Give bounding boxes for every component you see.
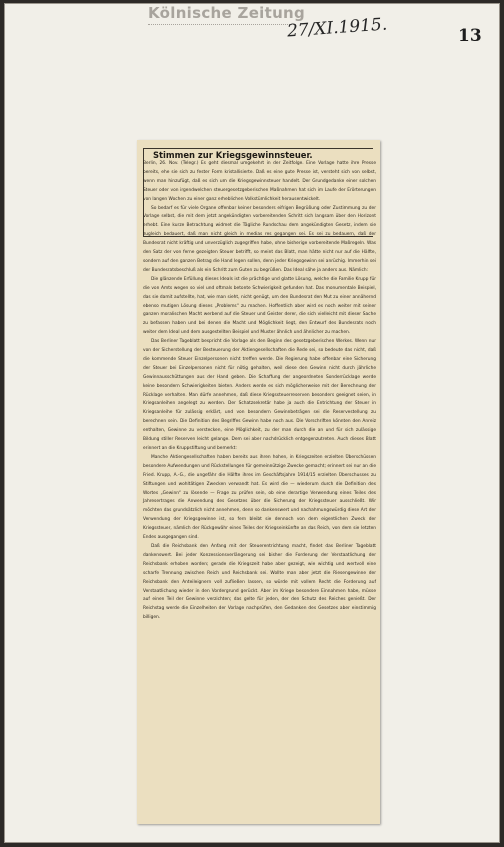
article-paragraph: Manche Aktiengesellschaften haben bereits aus ihren hohen, in Kriegszeiten erzielten Überschüssen besondere Aufwendungen und Rückstellungen für gemeinnützige Zwecke gemacht; erinnert sei nur an die Fried. Krupp, A.-G., die ungefähr die Hälfte ihres im Geschäftsjahre 1914/15 erzielten Überschusses zu Stiftungen und wohltätigen Zwecken verwandt hat. Es wird die — wiederum durch die Definition des Wortes „Gewinn“ zu lösende — Frage zu prüfen sein, ob eine derartige Verwendung eines Teiles des Jahresertrages die Anwendung des Gesetzes über die Sicherung der Kriegssteuer ausschließt. Wir möchten das grundsätzlich nicht annehmen, denn so dankenswert und nachahmungswürdig diese Art der Verwendung der Kriegsgewinne ist, so fern bleibt sie dennoch von dem eigentlichen Zweck der Kriegssteuer, nämlich der Rückgewähr eines Teiles der Kriegseinkünfte an das Reich, von dem sie letzten Endes ausgegangen sind.: [143, 454, 376, 541]
page-number: 13: [458, 26, 482, 46]
article-paragraph: Die glänzende Erfüllung dieses Ideals ist die prächtige und glatte Lösung, welche die Familie Krupp für die von Amts wegen so viel und oftmals betonte Schwierigkeit gefunden hat. Das monumentale Beispiel, das sie damit aufstellte, hat, wie man sieht, nicht genügt, um den Bundesrat den Mut zu einer annähernd ebenso mutigen Lösung dieses „Problems“ zu machen. Hoffentlich aber wird es noch weiter mit seiner ganzen moralischen Macht werbend auf die Steuer und Geister derer, die sich vielleicht mit dieser Sache zu befassen haben und bei denen die Macht und Möglichkeit liegt, den Entwurf des Bundesrats noch weiter dem Ideal und dem ausgestellten Beispiel und Muster ähnlich und ähnlicher zu machen.: [143, 276, 376, 336]
article-paragraph: So bedarf es für viele Organe offenbar keiner besonders eifrigen Begrüßung oder Zustimmung zu der Vorlage selbst, die mit dem jetzt angekündigten vorbereitenden Schritt sich langsam über den Horizont erhebt. Eine kurze Betrachtung widmet die Tägliche Rundschau dem angekündigten Gesetz, indem sie zugleich bedauert, daß man nicht gleich in medias res gegangen sei. Es sei zu bedauern, daß der Bundesrat nicht kräftig und unverzüglich zugegriffen habe, ohne bisherige vorbereitende Maßregeln. Was den Satz der von ferne gezeigten Steuer betrifft, so meint das Blatt, man hätte nicht nur auf die Hälfte, sondern auf den ganzen Betrag die Hand legen sollen, denn jeder Kriegsgewinn sei anrüchig. Immerhin sei der Bundesratsbeschluß als ein Schritt zum Guten zu begrüßen. Das Ideal sähe ja anders aus. Nämlich:: [143, 205, 376, 273]
handwritten-date: 27/XI.1915.: [286, 14, 388, 42]
newspaper-name: Kölnische Zeitung: [148, 4, 306, 22]
article-headline: Stimmen zur Kriegsgewinnsteuer.: [153, 150, 313, 160]
article-body: [143, 160, 376, 623]
article-paragraph: Das Berliner Tageblatt bespricht die Vorlage als den Beginn des gesetzgeberischen Werkes. Wenn nur von der Sicherstellung der Besteuerung der Aktiengesellschaften die Rede sei, so bedeute das nicht, daß die kommende Steuer Einzelpersonen nicht treffen werde. Die Regierung habe offenbar eine Sicherung der Steuer bei Einzelpersonen nicht für nötig gehalten, weil diese den Gewinn nicht durch jährliche Gewinnausschüttungen aus der Hand geben. Die Schaffung der angeordneten Sonderrücklage werde keine besondern Schwierigkeiten bieten. Anders werde es sich möglicherweise mit der Berechnung der Rücklage verhalten. Man dürfe annehmen, daß diese Kriegssteuerreserven besonders geeignet seien, in Kriegsanleihen angelegt zu werden. Der Schatzsekretär habe ja auch die Entrichtung der Steuer in Kriegsanleihe für zulässig erklärt, und von besondern Gewinnbeträgen sei die Reservestellung zu berechnen sein. Die Definition des Begriffes Gewinn habe noch aus. Die Vorschriften könnten den Anreiz enthalten, Gewinne zu verstecken, eine Möglichkeit, zu der man durch die an und für sich zulässige Bildung stiller Reserven leicht gelange. Dem sei aber nachdrücklich entgegenzutreten. Auch dieses Blatt erinnert an die Kruppstiftung und bemerkt:: [143, 339, 376, 451]
article-paragraph: Daß die Reichsbank den Anfang mit der Steuerentrichtung macht, findet das Berliner Tageblatt dankenswert. Bei jeder Konzessionsverlängerung sei bisher die Forderung der Verstaatlichung der Reichsbank erhoben worden; gerade die Kriegszeit habe aber gezeigt, wie wichtig und wertvoll eine scharfe Trennung zwischen Reich und Reichsbank sei. Wollte man aber jetzt die Riesengewinne der Reichsbank den Anteileignern voll zufließen lassen, so würde mit vollem Recht die Forderung auf Verstaatlichung wieder in den Vordergrund gerückt. Aber im Kriege besondere Einnahmen habe, müsse auf einen Teil der Gewinne verzichten; das gelte für jeden, der den Schutz des Reiches genießt. Der Reichstag werde die Einzelheiten der Vorlage nachprüfen, den Gedanken des Gesetzes aber einstimmig billigen.: [143, 543, 376, 621]
article-paragraph: Berlin, 26. Nov. (Telegr.) Es geht diesmal umgekehrt in der Zeitfolge. Eine Vorlage hatte ihre Presse bereits, ehe sie sich zu fester Form kristallisierte. Daß es eine gute Presse ist, versteht sich von selbst, wenn man hinzufügt, daß es sich um die Kriegsgewinnsteuer handelt. Der Grundgedanke einer solchen Steuer oder von irgendwelchen steuergesetzgeberischen Maßnahmen hat sich im Laufe der Erörterungen von langen Wochen zu einer ganz erheblichen Volkstümlichkeit herausentwickelt.: [143, 161, 376, 202]
newspaper-underline: [148, 24, 296, 25]
clipping-frame-top: [143, 148, 373, 149]
